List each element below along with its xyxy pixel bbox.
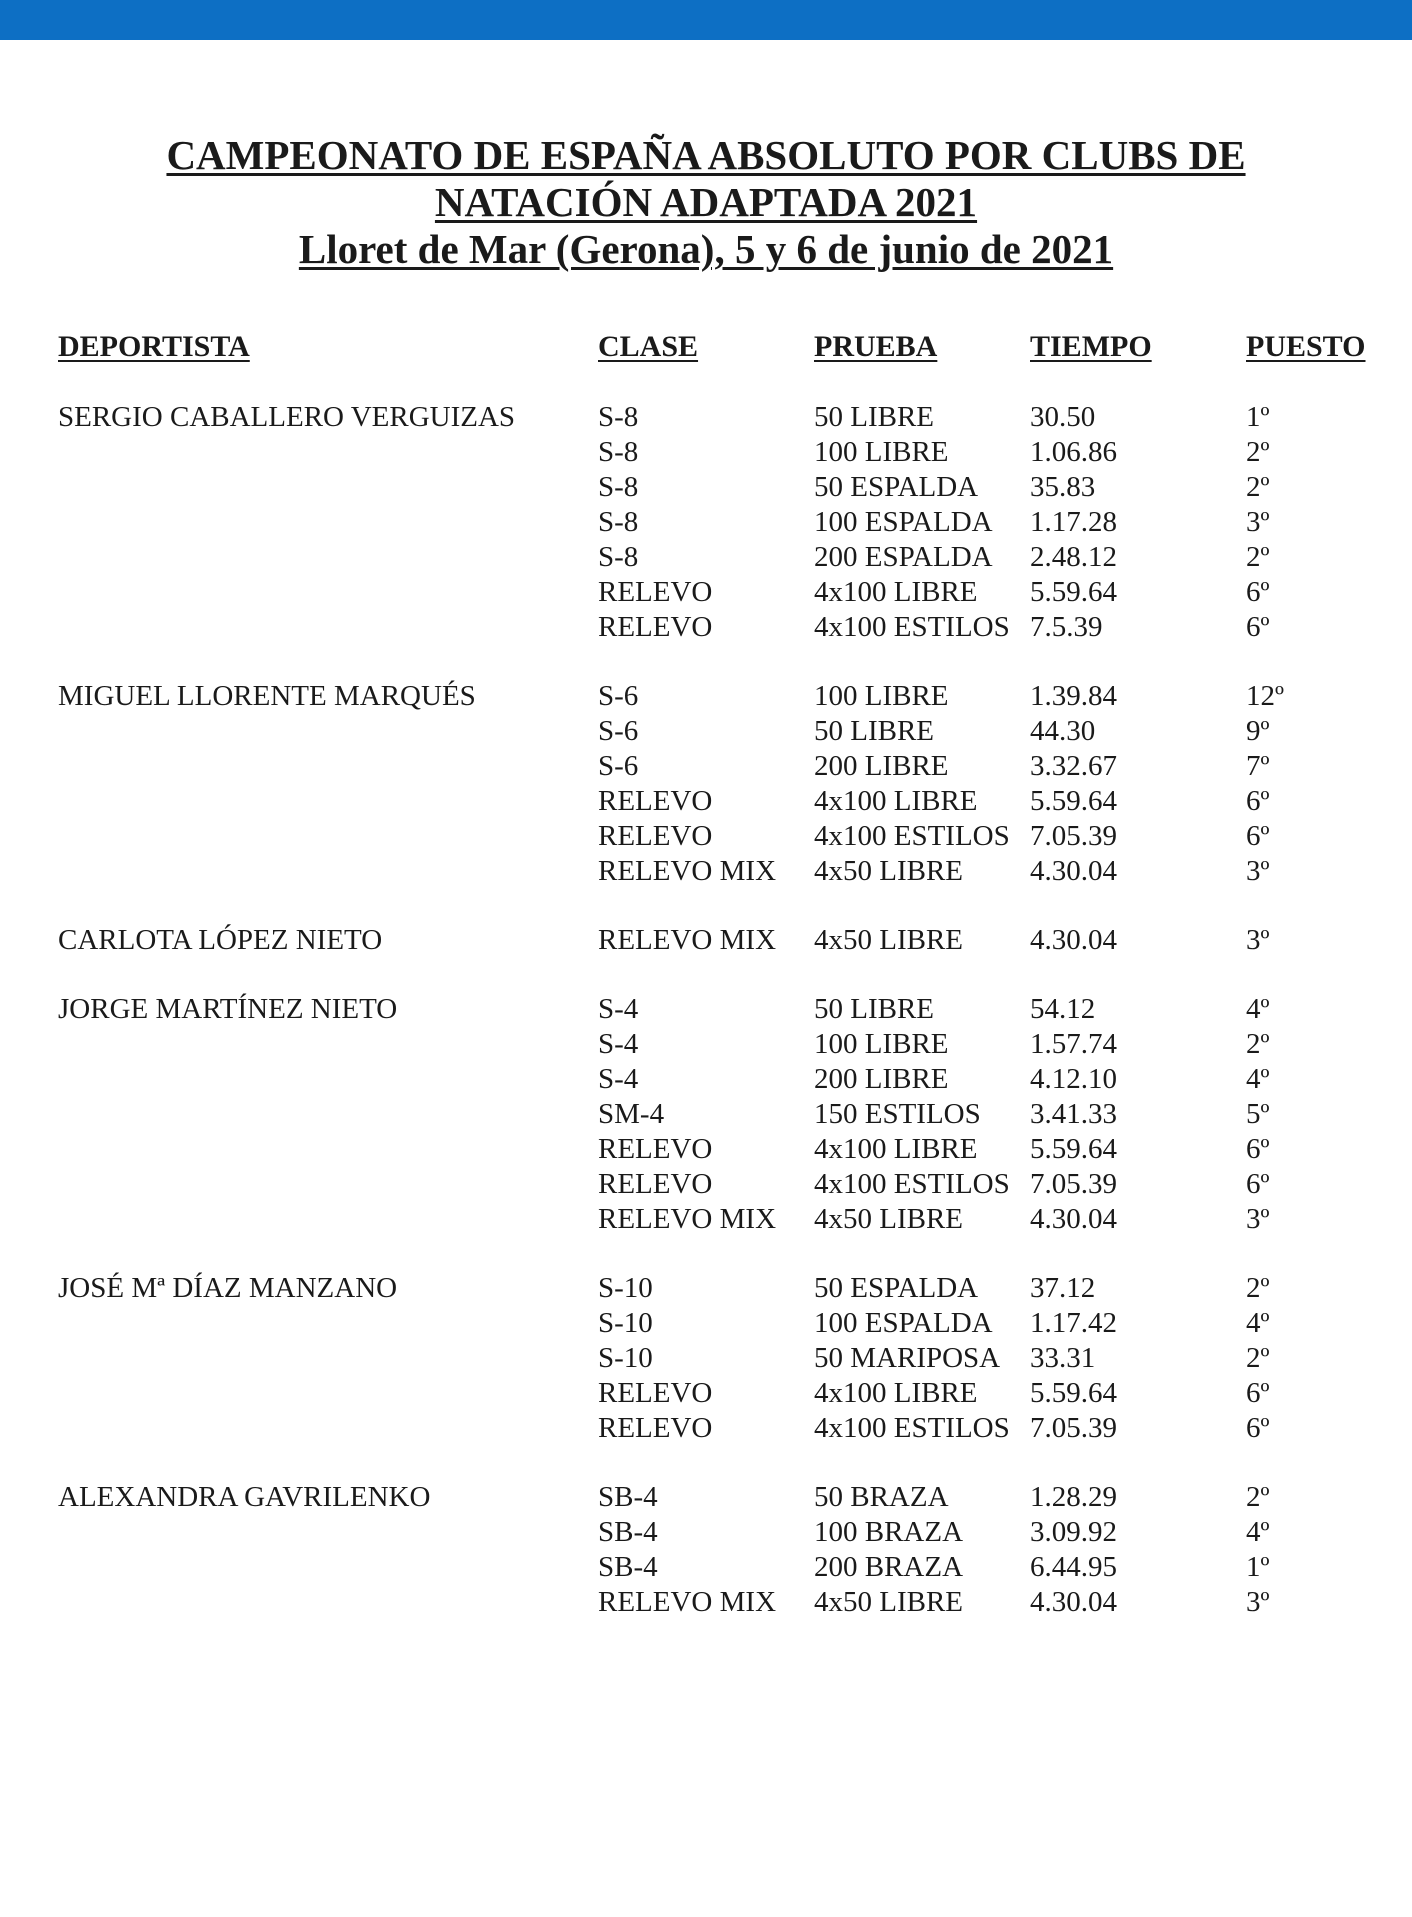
cell-prueba: 4x50 LIBRE [814, 855, 964, 887]
cell-clase: S-8 [598, 401, 639, 433]
cell-prueba: 50 LIBRE [814, 401, 935, 433]
cell-puesto: 1º [1246, 1551, 1270, 1583]
cell-puesto: 6º [1246, 1168, 1270, 1200]
cell-puesto: 6º [1246, 611, 1270, 643]
cell-prueba: 100 ESPALDA [814, 506, 993, 538]
cell-clase: RELEVO [598, 1377, 713, 1409]
cell-prueba: 4x100 ESTILOS [814, 1168, 1010, 1200]
cell-puesto: 6º [1246, 1133, 1270, 1165]
cell-prueba: 50 ESPALDA [814, 1272, 979, 1304]
cell-clase: RELEVO [598, 1133, 713, 1165]
table-row [0, 1027, 1412, 1062]
cell-tiempo: 4.12.10 [1030, 1063, 1117, 1095]
cell-clase: S-6 [598, 715, 639, 747]
table-row [0, 854, 1412, 889]
cell-tiempo: 7.05.39 [1030, 1412, 1117, 1444]
top-color-bar [0, 0, 1412, 40]
cell-tiempo: 33.31 [1030, 1342, 1096, 1374]
table-row [0, 1515, 1412, 1550]
cell-puesto: 4º [1246, 1307, 1270, 1339]
title-line-1: CAMPEONATO DE ESPAÑA ABSOLUTO POR CLUBS DE [166, 132, 1246, 178]
cell-tiempo: 1.17.28 [1030, 506, 1117, 538]
cell-clase: S-4 [598, 1063, 639, 1095]
table-row [0, 540, 1412, 575]
cell-puesto: 6º [1246, 576, 1270, 608]
cell-tiempo: 4.30.04 [1030, 855, 1117, 887]
cell-puesto: 3º [1246, 1203, 1270, 1235]
table-row [0, 923, 1412, 958]
cell-tiempo: 7.05.39 [1030, 820, 1117, 852]
cell-puesto: 6º [1246, 785, 1270, 817]
cell-prueba: 4x50 LIBRE [814, 1203, 964, 1235]
cell-tiempo: 7.5.39 [1030, 611, 1103, 643]
cell-deportista: JOSÉ Mª DÍAZ MANZANO [58, 1272, 398, 1304]
cell-prueba: 200 BRAZA [814, 1551, 964, 1583]
cell-prueba: 100 LIBRE [814, 680, 949, 712]
table-row [0, 749, 1412, 784]
cell-puesto: 3º [1246, 924, 1270, 956]
cell-clase: RELEVO MIX [598, 1203, 777, 1235]
cell-tiempo: 5.59.64 [1030, 785, 1117, 817]
document-title [0, 132, 1412, 273]
cell-deportista: MIGUEL LLORENTE MARQUÉS [58, 680, 476, 712]
cell-puesto: 9º [1246, 715, 1270, 747]
cell-prueba: 200 LIBRE [814, 750, 949, 782]
cell-deportista: ALEXANDRA GAVRILENKO [58, 1481, 431, 1513]
cell-deportista: SERGIO CABALLERO VERGUIZAS [58, 401, 516, 433]
cell-clase: SB-4 [598, 1551, 658, 1583]
cell-prueba: 50 MARIPOSA [814, 1342, 1001, 1374]
cell-tiempo: 1.17.42 [1030, 1307, 1117, 1339]
cell-prueba: 4x100 LIBRE [814, 785, 978, 817]
cell-tiempo: 35.83 [1030, 471, 1096, 503]
cell-tiempo: 6.44.95 [1030, 1551, 1117, 1583]
cell-prueba: 4x100 ESTILOS [814, 820, 1010, 852]
cell-tiempo: 5.59.64 [1030, 1377, 1117, 1409]
cell-puesto: 2º [1246, 1028, 1270, 1060]
cell-prueba: 50 ESPALDA [814, 471, 979, 503]
cell-clase: RELEVO [598, 576, 713, 608]
cell-prueba: 50 LIBRE [814, 715, 935, 747]
cell-puesto: 2º [1246, 1272, 1270, 1304]
table-row [0, 992, 1412, 1027]
cell-prueba: 100 ESPALDA [814, 1307, 993, 1339]
cell-puesto: 1º [1246, 401, 1270, 433]
table-row [0, 505, 1412, 540]
cell-clase: RELEVO [598, 820, 713, 852]
cell-puesto: 6º [1246, 1412, 1270, 1444]
cell-puesto: 5º [1246, 1098, 1270, 1130]
cell-prueba: 100 LIBRE [814, 1028, 949, 1060]
cell-tiempo: 37.12 [1030, 1272, 1096, 1304]
cell-tiempo: 54.12 [1030, 993, 1096, 1025]
table-row [0, 1480, 1412, 1515]
cell-puesto: 2º [1246, 541, 1270, 573]
cell-prueba: 4x50 LIBRE [814, 924, 964, 956]
cell-puesto: 2º [1246, 1342, 1270, 1374]
cell-tiempo: 1.57.74 [1030, 1028, 1117, 1060]
cell-clase: S-8 [598, 471, 639, 503]
header-prueba: PRUEBA [814, 330, 938, 363]
cell-prueba: 4x100 LIBRE [814, 1133, 978, 1165]
cell-tiempo: 3.32.67 [1030, 750, 1117, 782]
cell-tiempo: 30.50 [1030, 401, 1096, 433]
table-row [0, 1550, 1412, 1585]
cell-clase: S-6 [598, 680, 639, 712]
cell-clase: RELEVO MIX [598, 855, 777, 887]
cell-prueba: 100 BRAZA [814, 1516, 964, 1548]
table-row [0, 714, 1412, 749]
table-row [0, 784, 1412, 819]
cell-puesto: 7º [1246, 750, 1270, 782]
cell-clase: SB-4 [598, 1516, 658, 1548]
cell-tiempo: 3.41.33 [1030, 1098, 1117, 1130]
cell-puesto: 2º [1246, 436, 1270, 468]
table-row [0, 1376, 1412, 1411]
cell-tiempo: 4.30.04 [1030, 1586, 1117, 1618]
table-row [0, 470, 1412, 505]
cell-puesto: 3º [1246, 506, 1270, 538]
table-row [0, 1271, 1412, 1306]
table-row [0, 610, 1412, 645]
table-row [0, 1411, 1412, 1446]
table-row [0, 575, 1412, 610]
cell-clase: RELEVO [598, 785, 713, 817]
cell-tiempo: 5.59.64 [1030, 576, 1117, 608]
cell-tiempo: 3.09.92 [1030, 1516, 1117, 1548]
header-tiempo: TIEMPO [1030, 330, 1152, 363]
results-table [0, 400, 1412, 1620]
cell-prueba: 150 ESTILOS [814, 1098, 981, 1130]
cell-puesto: 4º [1246, 1516, 1270, 1548]
title-line-2: NATACIÓN ADAPTADA 2021 [434, 179, 978, 225]
cell-clase: S-8 [598, 436, 639, 468]
cell-clase: S-8 [598, 506, 639, 538]
table-row [0, 679, 1412, 714]
header-puesto: PUESTO [1246, 330, 1366, 363]
cell-prueba: 4x100 ESTILOS [814, 611, 1010, 643]
cell-tiempo: 2.48.12 [1030, 541, 1117, 573]
cell-prueba: 4x100 ESTILOS [814, 1412, 1010, 1444]
cell-tiempo: 1.39.84 [1030, 680, 1117, 712]
cell-tiempo: 5.59.64 [1030, 1133, 1117, 1165]
cell-clase: RELEVO [598, 1168, 713, 1200]
cell-prueba: 4x50 LIBRE [814, 1586, 964, 1618]
cell-puesto: 6º [1246, 1377, 1270, 1409]
cell-puesto: 12º [1246, 680, 1284, 712]
cell-clase: SB-4 [598, 1481, 658, 1513]
header-clase: CLASE [598, 330, 699, 363]
table-row [0, 1167, 1412, 1202]
table-header [0, 330, 1412, 370]
cell-prueba: 100 LIBRE [814, 436, 949, 468]
cell-clase: RELEVO [598, 1412, 713, 1444]
cell-prueba: 50 BRAZA [814, 1481, 949, 1513]
cell-clase: RELEVO [598, 611, 713, 643]
table-row [0, 1097, 1412, 1132]
cell-clase: S-4 [598, 1028, 639, 1060]
cell-clase: S-10 [598, 1272, 653, 1304]
cell-clase: SM-4 [598, 1098, 665, 1130]
cell-clase: S-10 [598, 1307, 653, 1339]
table-row [0, 1306, 1412, 1341]
cell-clase: S-4 [598, 993, 639, 1025]
table-row [0, 400, 1412, 435]
cell-clase: RELEVO MIX [598, 924, 777, 956]
cell-prueba: 200 LIBRE [814, 1063, 949, 1095]
cell-clase: S-6 [598, 750, 639, 782]
cell-tiempo: 4.30.04 [1030, 1203, 1117, 1235]
cell-tiempo: 4.30.04 [1030, 924, 1117, 956]
cell-puesto: 6º [1246, 820, 1270, 852]
cell-puesto: 4º [1246, 1063, 1270, 1095]
table-row [0, 435, 1412, 470]
cell-tiempo: 1.28.29 [1030, 1481, 1117, 1513]
cell-prueba: 200 ESPALDA [814, 541, 993, 573]
cell-tiempo: 7.05.39 [1030, 1168, 1117, 1200]
table-row [0, 1132, 1412, 1167]
cell-puesto: 3º [1246, 1586, 1270, 1618]
table-row [0, 1585, 1412, 1620]
cell-clase: RELEVO MIX [598, 1586, 777, 1618]
cell-prueba: 50 LIBRE [814, 993, 935, 1025]
cell-tiempo: 1.06.86 [1030, 436, 1117, 468]
header-deportista: DEPORTISTA [58, 330, 250, 363]
table-row [0, 1341, 1412, 1376]
cell-clase: S-8 [598, 541, 639, 573]
cell-puesto: 4º [1246, 993, 1270, 1025]
cell-tiempo: 44.30 [1030, 715, 1096, 747]
cell-prueba: 4x100 LIBRE [814, 576, 978, 608]
table-row [0, 1062, 1412, 1097]
cell-puesto: 2º [1246, 1481, 1270, 1513]
cell-deportista: JORGE MARTÍNEZ NIETO [58, 993, 398, 1025]
title-line-3: Lloret de Mar (Gerona), 5 y 6 de junio de 2021 [298, 226, 1114, 272]
table-row [0, 819, 1412, 854]
cell-clase: S-10 [598, 1342, 653, 1374]
cell-prueba: 4x100 LIBRE [814, 1377, 978, 1409]
cell-puesto: 3º [1246, 855, 1270, 887]
cell-puesto: 2º [1246, 471, 1270, 503]
cell-deportista: CARLOTA LÓPEZ NIETO [58, 924, 383, 956]
table-row [0, 1202, 1412, 1237]
